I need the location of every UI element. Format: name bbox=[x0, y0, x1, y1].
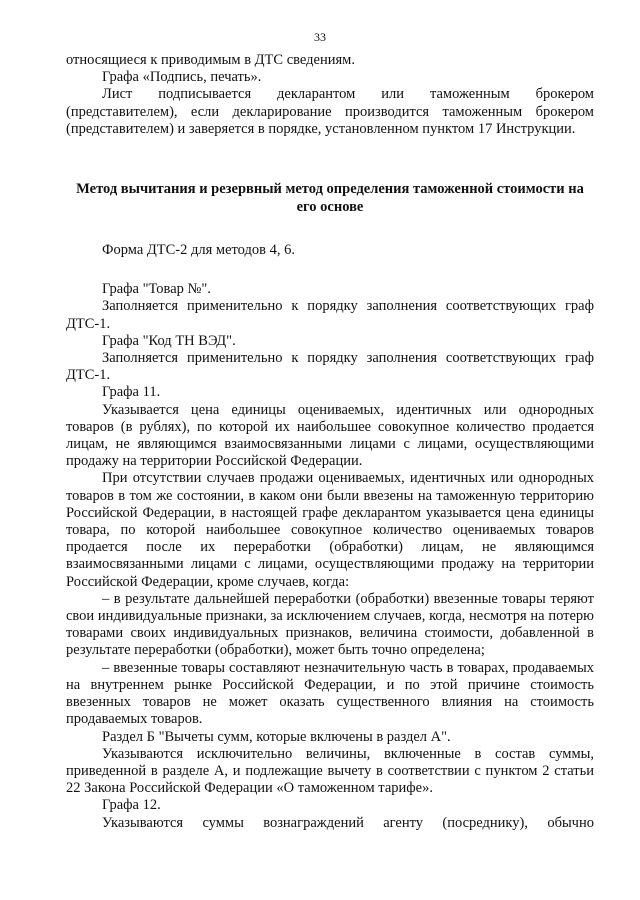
paragraph-section-b: Указываются исключительно величины, включенные в состав суммы, приведенной в разделе А, и подлежащие вычету в соответствии с пунктом 2 статьи 22 Закона Российской Федерации «О таможенном тарифе». bbox=[66, 745, 594, 797]
field-title-signature: Графа «Подпись, печать». bbox=[102, 69, 262, 86]
paragraph-goods-number: Заполняется применительно к порядку заполнения соответствующих граф ДТС-1. bbox=[66, 298, 594, 332]
field-title-hs-code: Графа "Код ТН ВЭД". bbox=[102, 332, 236, 349]
paragraph-signature-rules: Лист подписывается декларантом или таможенным брокером (представителем), если декларирование производится таможенным брокером (представителем) и заверяется в порядке, установленном пунктом 17 Инструкции. bbox=[66, 86, 594, 137]
list-item-insignificant: – ввезенные товары составляют незначительную часть в товарах, продаваемых на внутреннем рынке Российской Федерации, и по этой причине стоимость ввезенных товаров не может оказать существенного влияния на стоимость продаваемых товаров. bbox=[66, 659, 594, 728]
section-heading: Метод вычитания и резервный метод определения таможенной стоимости на его основе bbox=[76, 181, 584, 216]
form-line: Форма ДТС-2 для методов 4, 6. bbox=[102, 242, 295, 259]
document-body bbox=[66, 52, 594, 832]
page-number: 33 bbox=[314, 30, 326, 44]
paragraph-field-12: Указываются суммы вознаграждений агенту (посреднику), обычно bbox=[102, 814, 594, 831]
paragraph-field-11: Указывается цена единицы оцениваемых, идентичных или однородных товаров (в рублях), по которой их наибольшее совокупное количество продается лицам, не являющимся взаимосвязанными лицами с лицами, осуществляющими продажу на территории Российской Федерации. bbox=[66, 401, 594, 470]
field-title-11: Графа 11. bbox=[102, 384, 161, 401]
paragraph-continuation: относящиеся к приводимым в ДТС сведениям. bbox=[66, 52, 355, 68]
list-item-processing: – в результате дальнейшей переработки (обработки) ввезенные товары теряют свои индивидуальные признаки, за исключением случаев, когда, несмотря на потерю товарами своих индивидуальных признаков, величина стоимости, добавленной в результате переработки (обработки), может быть точно определена; bbox=[66, 590, 594, 659]
paragraph-no-sales: При отсутствии случаев продажи оцениваемых, идентичных или однородных товаров в том же состоянии, в каком они были ввезены на таможенную территорию Российской Федерации, в настоящей графе декларантом указывается цена единицы товара, по которой наибольшее совокупное количество оцениваемых товаров продается после их переработки (обработки) лицам, не являющимся взаимосвязанными лицами с лицами, осуществляющими продажу на территории Российской Федерации, кроме случаев, когда: bbox=[66, 470, 594, 590]
field-title-12: Графа 12. bbox=[102, 797, 161, 814]
section-b-title: Раздел Б "Вычеты сумм, которые включены в раздел А". bbox=[102, 728, 451, 745]
paragraph-hs-code: Заполняется применительно к порядку заполнения соответствующих граф ДТС-1. bbox=[66, 350, 594, 384]
field-title-goods-number: Графа "Товар №". bbox=[102, 281, 211, 298]
